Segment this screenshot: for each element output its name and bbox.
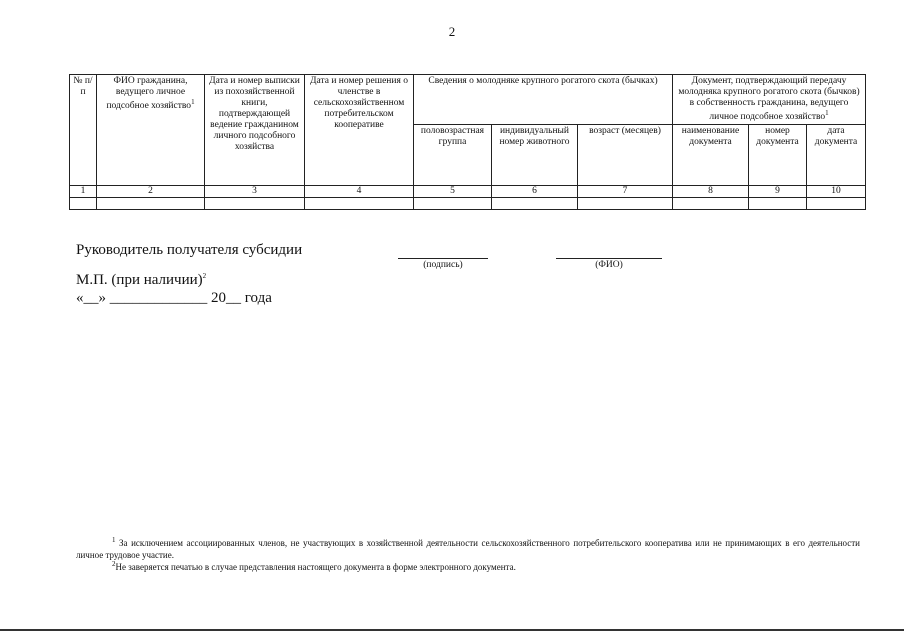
column-number: 3 [205, 185, 305, 197]
head-of-recipient-label: Руководитель получателя субсидии [76, 242, 303, 258]
column-number-row [70, 185, 866, 197]
empty-cell[interactable] [414, 197, 492, 209]
header-col-document-date: дата документа [807, 124, 866, 185]
page-number: 2 [448, 24, 456, 39]
full-name-caption: (ФИО) [595, 260, 623, 270]
header-col-citizen-name: ФИО гражданина, ведущего личное подсобное хозяйство$^1$ [97, 75, 205, 186]
column-number: 9 [749, 185, 807, 197]
header-col-number: № п/п [70, 75, 97, 186]
date-line: «__» _____________ 20__ года [76, 290, 272, 306]
full-name-line[interactable] [556, 258, 662, 259]
footnote-2: $^2$Не заверяется печатью в случае представления настоящего документа в форме электронного документа. [112, 560, 516, 572]
header-group-transfer-document: Документ, подтверждающий передачу молодняка крупного рогатого скота (бычков) в собственность гражданина, ведущего личное подсобное хозяйство$^1$ [673, 75, 866, 125]
column-number: 1 [70, 185, 97, 197]
empty-data-row [70, 197, 866, 209]
column-number: 10 [807, 185, 866, 197]
signature-caption: (подпись) [423, 260, 463, 270]
footnote-1: $^1$ За исключением ассоциированных членов, не участвующих в хозяйственной деятельности сельскохозяйственного потребительского кооператива или не принимающих в его деятельности личное трудовое участие. [76, 536, 860, 560]
empty-cell[interactable] [97, 197, 205, 209]
header-col-age-months: возраст (месяцев) [578, 124, 673, 185]
header-row-1 [70, 75, 866, 125]
header-col-document-number: номер документа [749, 124, 807, 185]
header-col-book-extract: Дата и номер выписки из похозяйственной книги, подтверждающей ведение гражданином личного подсобного хозяйства [205, 75, 305, 186]
empty-cell[interactable] [70, 197, 97, 209]
header-col-animal-id: индивидуальный номер животного [492, 124, 578, 185]
column-number: 6 [492, 185, 578, 197]
empty-cell[interactable] [305, 197, 414, 209]
empty-cell[interactable] [807, 197, 866, 209]
header-col-document-name: наименование документа [673, 124, 749, 185]
page-bottom-rule [0, 629, 904, 631]
column-number: 4 [305, 185, 414, 197]
column-number: 8 [673, 185, 749, 197]
header-col-age-sex-group: половозрастная группа [414, 124, 492, 185]
empty-cell[interactable] [749, 197, 807, 209]
column-number: 5 [414, 185, 492, 197]
column-number: 7 [578, 185, 673, 197]
column-number: 2 [97, 185, 205, 197]
header-col-membership-decision: Дата и номер решения о членстве в сельскохозяйственном потребительском кооперативе [305, 75, 414, 186]
empty-cell[interactable] [492, 197, 578, 209]
empty-cell[interactable] [205, 197, 305, 209]
empty-cell[interactable] [673, 197, 749, 209]
signature-line[interactable] [398, 258, 488, 259]
header-group-livestock-info: Сведения о молодняке крупного рогатого скота (бычках) [414, 75, 673, 125]
stamp-label: М.П. (при наличии)$^2$ [76, 272, 207, 288]
livestock-transfer-table [69, 74, 866, 210]
empty-cell[interactable] [578, 197, 673, 209]
